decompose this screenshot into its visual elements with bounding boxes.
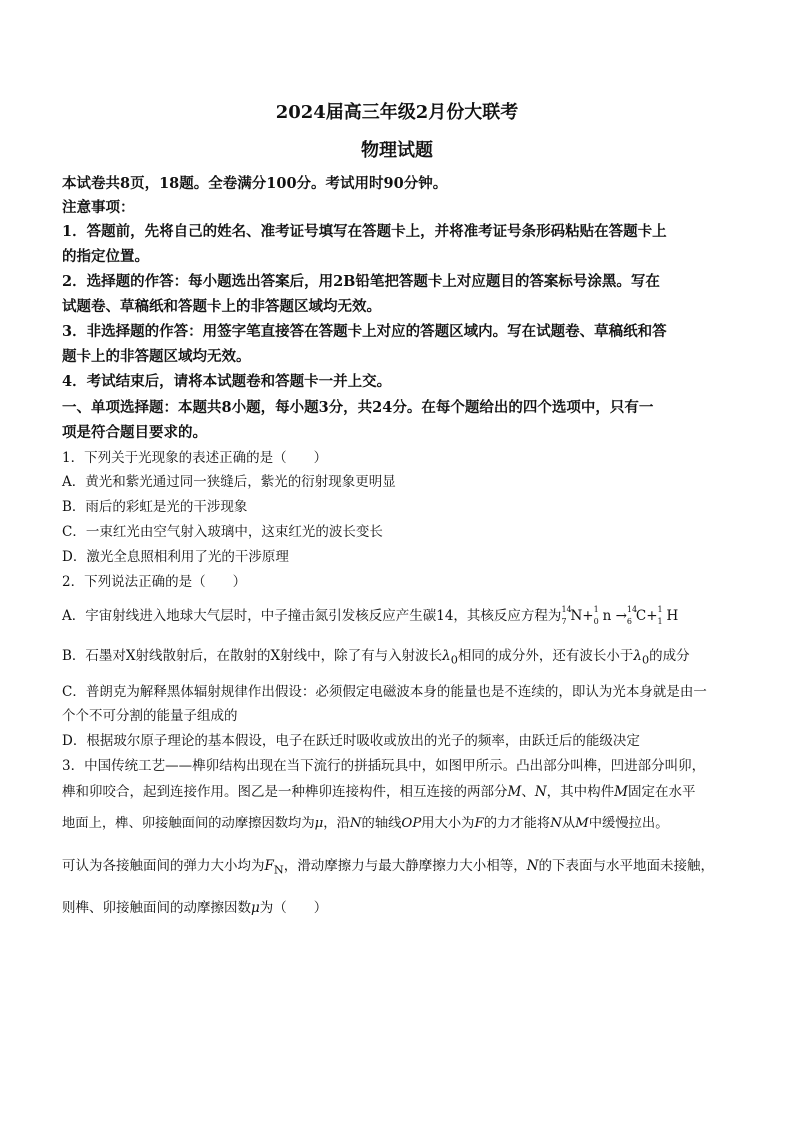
- var-fn: F: [264, 858, 274, 874]
- var-mu: μ: [314, 816, 324, 831]
- c-symbol: C: [635, 608, 647, 624]
- q3-line-3-part-2: ，沿: [323, 816, 350, 831]
- var-n-3: N: [550, 816, 562, 831]
- q2-option-d: D．根据玻尔原子理论的基本假设，电子在跃迁时吸收或放出的光子的频率，由跃迁后的能级决定: [62, 733, 640, 749]
- lambda-symbol-2: λ: [633, 648, 642, 664]
- var-m: M: [507, 784, 522, 800]
- note-4: 4．考试结束后，请将本试题卷和答题卡一并上交。: [62, 373, 392, 390]
- note-2-line-2: 试题卷、草稿纸和答题卡上的非答题区域均无效。: [62, 298, 381, 315]
- q3-line-3-part-7: 中缓慢拉出。: [588, 816, 669, 831]
- lambda-subscript-2: 0: [641, 653, 650, 667]
- var-op: OP: [401, 816, 422, 831]
- var-mu-2: μ: [251, 900, 260, 916]
- q3-line-3-part-6: 从: [561, 816, 576, 831]
- n-mass-number: 14: [561, 604, 572, 614]
- q3-line-2-part-1: 榫和卯咬合，起到连接作用。图乙是一种榫卯连接构件，相互连接的两部分: [62, 784, 508, 800]
- neutron-symbol: n: [602, 608, 612, 624]
- q3-line-3-part-1: 地面上，榫、卯接触面间的动摩擦因数均为: [62, 816, 315, 831]
- var-n-2: N: [349, 816, 362, 831]
- q1-option-b: B．雨后的彩虹是光的干涉现象: [62, 499, 248, 515]
- var-m-2: M: [614, 784, 628, 800]
- q3-line-3: [62, 812, 742, 836]
- q1-option-c: C．一束红光由空气射入玻璃中，这束红光的波长变长: [62, 524, 383, 540]
- q3-line-3-part-5: 的力才能将: [483, 816, 551, 831]
- q3-line-1: 3．中国传统工艺——榫卯结构出现在当下流行的拼插玩具中，如图甲所示。凸出部分叫榫，凹进部分叫卯，: [62, 758, 706, 774]
- section-1-heading-line-1: 一、单项选择题：本题共8小题，每小题3分，共24分。在每个题给出的四个选项中，只有一: [62, 399, 654, 416]
- q3-line-2-part-3: 固定在水平: [627, 784, 696, 800]
- q2-stem: 2．下列说法正确的是（ ）: [62, 574, 247, 590]
- note-2-line-1: 2．选择题的作答：每小题选出答案后，用2B铅笔把答题卡上对应题目的答案标号涂黑。写在: [62, 273, 660, 290]
- q2-option-b-part-3: 的成分: [649, 648, 690, 664]
- section-1-heading-line-2: 项是符合题目要求的。: [62, 424, 207, 441]
- q2-option-b-part-2: 相同的成分外，还有波长小于: [457, 648, 634, 664]
- c-atomic-number: 6: [626, 616, 632, 626]
- var-f: F: [474, 816, 484, 831]
- neutron-charge-number: 0: [593, 616, 599, 626]
- h-atomic-number: 1: [657, 616, 663, 626]
- h-mass-number: 1: [657, 604, 663, 614]
- q3-line-3-part-3: 的轴线: [361, 816, 402, 831]
- exam-info: 本试卷共8页，18题。全卷满分100分。考试用时90分钟。: [62, 175, 448, 192]
- note-1-line-1: 1．答题前，先将自己的姓名、准考证号填写在答题卡上，并将准考证号条形码粘贴在答题卡上: [62, 223, 667, 240]
- q2-option-a: [62, 604, 742, 628]
- q1-option-d: D．激光全息照相利用了光的干涉原理: [62, 549, 289, 565]
- q1-stem: 1．下列关于光现象的表述正确的是（ ）: [62, 450, 328, 466]
- exam-subject: 物理试题: [361, 140, 433, 161]
- plus-sign-2: +: [646, 608, 658, 624]
- q2-option-a-text: A．宇宙射线进入地球大气层时，中子撞击氮引发核反应产生碳14，其核反应方程为: [62, 608, 562, 624]
- var-m-3: M: [575, 816, 589, 831]
- nuclear-equation: [561, 604, 679, 626]
- q3-line-4-part-3: 的下表面与水平地面未接触，: [538, 858, 715, 874]
- q3-line-2-part-2: ，其中构件: [546, 784, 615, 800]
- note-1-line-2: 的指定位置。: [62, 248, 149, 265]
- q3-line-5-part-2: 为（ ）: [259, 900, 328, 916]
- q2-option-b: [62, 644, 742, 673]
- q2-option-c-line-2: 个个不可分割的能量子组成的: [62, 708, 238, 724]
- exam-title: 2024届高三年级2月份大联考: [275, 102, 519, 123]
- c-mass-number: 14: [626, 604, 638, 614]
- n-symbol: N: [570, 608, 583, 624]
- neutron-mass-number: 1: [593, 604, 599, 614]
- var-n: N: [534, 784, 547, 800]
- var-n-4: N: [526, 858, 539, 874]
- note-3-line-1: 3．非选择题的作答：用签字笔直接答在答题卡上对应的答题区域内。写在试题卷、草稿纸和答: [62, 323, 667, 340]
- q3-line-5: [62, 896, 742, 920]
- q2-option-c-line-1: C．普朗克为解释黑体辐射规律作出假设：必须假定电磁波本身的能量也是不连续的，即认为光本身就是由一: [62, 684, 707, 700]
- var-fn-subscript: N: [273, 863, 284, 877]
- notes-heading: 注意事项：: [62, 199, 135, 216]
- q3-line-4-part-1: 可认为各接触面间的弹力大小均为: [62, 858, 265, 874]
- h-symbol: H: [666, 608, 679, 624]
- lambda-subscript: 0: [450, 653, 458, 667]
- n-atomic-number: 7: [561, 616, 567, 626]
- q3-line-2-sep: 、: [521, 784, 535, 800]
- reaction-arrow: →: [615, 608, 627, 624]
- q3-line-5-part-1: 则榫、卯接触面间的动摩擦因数: [62, 900, 251, 916]
- q3-line-4-part-2: ，滑动摩擦力与最大静摩擦力大小相等，: [283, 858, 527, 874]
- lambda-symbol: λ: [442, 648, 451, 664]
- q3-line-4: [62, 854, 742, 883]
- q1-option-a: A．黄光和紫光通过同一狭缝后，紫光的衍射现象更明显: [62, 474, 396, 490]
- q3-line-2: [62, 780, 742, 804]
- note-3-line-2: 题卡上的非答题区域均无效。: [62, 348, 251, 365]
- plus-sign: +: [582, 608, 594, 624]
- q3-line-3-part-4: 用大小为: [421, 816, 475, 831]
- q2-option-b-part-1: B．石墨对X射线散射后，在散射的X射线中，除了有与入射波长: [62, 648, 443, 664]
